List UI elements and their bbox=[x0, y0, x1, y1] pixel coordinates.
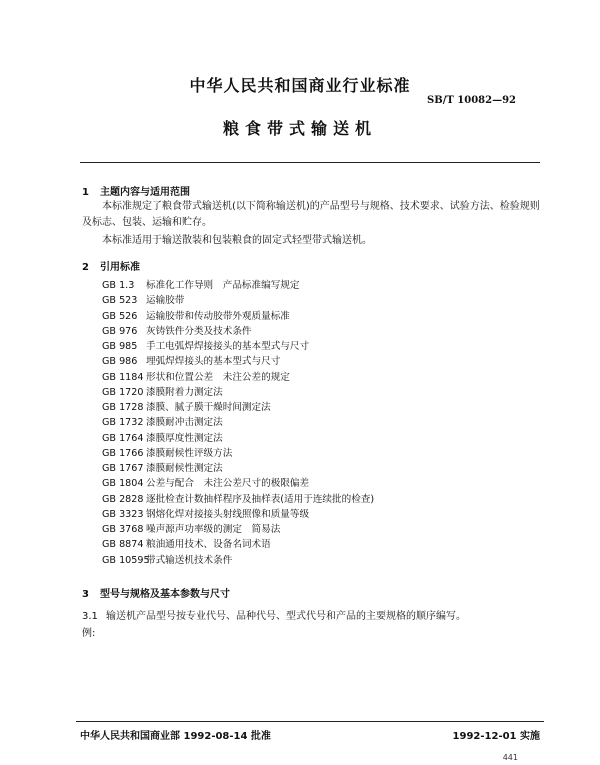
reference-code: GB 3768 bbox=[102, 524, 144, 535]
list-item bbox=[102, 507, 374, 522]
reference-title: 运输胶带和传动胶带外观质量标准 bbox=[146, 310, 290, 322]
reference-title: 漆膜、腻子膜干燥时间测定法 bbox=[146, 402, 271, 413]
issuing-organization: 中华人民共和国商业行业标准 bbox=[189, 76, 411, 95]
reference-title: 公差与配合 未注公差尺寸的极限偏差 bbox=[146, 478, 310, 490]
reference-code: GB 8874 bbox=[102, 539, 144, 551]
footer-divider bbox=[76, 721, 544, 722]
list-item bbox=[102, 476, 374, 491]
section-number: 1 bbox=[82, 187, 89, 198]
standard-code: SB/T 10082—92 bbox=[427, 95, 516, 106]
reference-title: 粮油通用技术、设备名词术语 bbox=[146, 539, 271, 551]
list-item bbox=[102, 522, 374, 537]
reference-code: GB 1184 bbox=[102, 371, 144, 383]
page-number: 441 bbox=[502, 753, 518, 762]
reference-title: 埋弧焊焊接头的基本型式与尺寸 bbox=[146, 356, 281, 368]
list-item bbox=[102, 324, 374, 339]
reference-code: GB 1767 bbox=[102, 463, 144, 474]
reference-code: GB 10595 bbox=[102, 554, 150, 566]
reference-title: 漆膜耐候性评级方法 bbox=[146, 447, 233, 459]
document-title: 粮食带式输送机 bbox=[222, 119, 377, 138]
list-item bbox=[102, 446, 374, 461]
reference-code: GB 985 bbox=[102, 341, 138, 352]
reference-title: 带式输送机技术条件 bbox=[146, 554, 233, 566]
reference-title: 钢熔化焊对接接头射线照像和质量等级 bbox=[146, 508, 310, 520]
reference-title: 手工电弧焊焊接接头的基本型式与尺寸 bbox=[146, 341, 310, 352]
reference-title: 形状和位置公差 未注公差的规定 bbox=[146, 371, 290, 383]
reference-code: GB 976 bbox=[102, 325, 138, 337]
scope-paragraph-1: 本标准规定了粮食带式输送机(以下简称输送机)的产品型号与规格、技术要求、试验方法、检验规则及标志、包装、运输和贮存。 bbox=[82, 201, 540, 228]
section-number: 2 bbox=[82, 262, 89, 273]
clause-text: 输送机产品型号按专业代号、品种代号、型式代号和产品的主要规格的顺序编写。 bbox=[106, 611, 466, 622]
reference-title: 运输胶带 bbox=[146, 295, 185, 307]
reference-code: GB 1728 bbox=[102, 402, 144, 413]
list-item bbox=[102, 309, 374, 324]
list-item bbox=[102, 461, 374, 476]
reference-code: GB 986 bbox=[102, 356, 138, 368]
reference-code: GB 1.3 bbox=[102, 280, 135, 291]
reference-title: 漆膜附着力测定法 bbox=[146, 386, 223, 398]
scope-paragraph-2: 本标准适用于输送散装和包装粮食的固定式轻型带式输送机。 bbox=[102, 235, 372, 246]
reference-title: 漆膜厚度性测定法 bbox=[146, 432, 223, 444]
list-item bbox=[102, 339, 374, 354]
list-item bbox=[102, 537, 374, 552]
list-item bbox=[102, 492, 374, 507]
reference-title: 漆膜耐候性测定法 bbox=[146, 463, 223, 474]
clause-3-1 bbox=[82, 607, 466, 622]
list-item bbox=[102, 370, 374, 385]
header-divider bbox=[80, 162, 540, 163]
clause-number: 3.1 bbox=[82, 611, 98, 622]
reference-title: 逐批检查计数抽样程序及抽样表(适用于连续批的检查) bbox=[146, 493, 375, 505]
example-label: 例: bbox=[82, 628, 96, 639]
reference-code: GB 1804 bbox=[102, 478, 144, 490]
reference-code: GB 526 bbox=[102, 310, 138, 322]
reference-list bbox=[102, 278, 374, 568]
reference-code: GB 523 bbox=[102, 295, 138, 307]
reference-title: 标准化工作导则 产品标准编写规定 bbox=[146, 280, 300, 291]
reference-title: 灰铸铁件分类及技术条件 bbox=[146, 325, 252, 337]
list-item bbox=[102, 400, 374, 415]
reference-code: GB 1732 bbox=[102, 417, 144, 429]
section-heading-models bbox=[82, 585, 230, 600]
effective-date: 1992-12-01 实施 bbox=[452, 731, 540, 742]
section-heading-references bbox=[82, 258, 140, 273]
section-heading-scope bbox=[82, 183, 190, 198]
reference-title: 漆膜耐冲击测定法 bbox=[146, 417, 223, 429]
section-number: 3 bbox=[82, 589, 89, 600]
reference-code: GB 2828 bbox=[102, 493, 144, 505]
section-title: 主题内容与适用范围 bbox=[100, 187, 190, 198]
approval-info: 中华人民共和国商业部 1992-08-14 批准 bbox=[80, 731, 271, 742]
section-title: 型号与规格及基本参数与尺寸 bbox=[100, 589, 230, 600]
list-item bbox=[102, 354, 374, 369]
reference-code: GB 1766 bbox=[102, 447, 144, 459]
reference-code: GB 1764 bbox=[102, 432, 144, 444]
list-item bbox=[102, 278, 374, 293]
list-item bbox=[102, 431, 374, 446]
list-item bbox=[102, 293, 374, 308]
section-title: 引用标准 bbox=[100, 262, 140, 273]
reference-code: GB 3323 bbox=[102, 508, 144, 520]
list-item bbox=[102, 385, 374, 400]
list-item bbox=[102, 553, 374, 568]
reference-code: GB 1720 bbox=[102, 386, 144, 398]
list-item bbox=[102, 415, 374, 430]
reference-title: 噪声源声功率级的测定 简易法 bbox=[146, 524, 281, 535]
